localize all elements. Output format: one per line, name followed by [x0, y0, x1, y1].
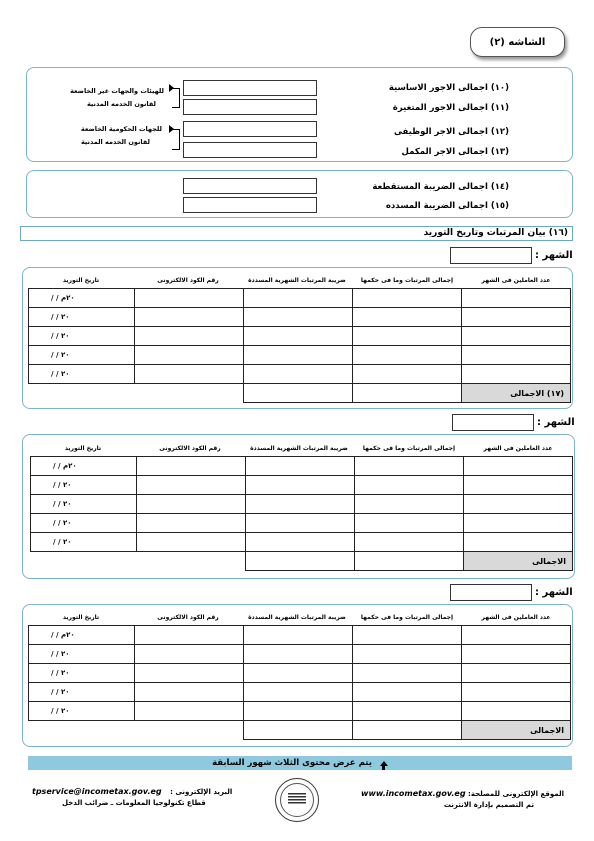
table-row: [29, 327, 571, 346]
employees-cell[interactable]: [464, 533, 573, 552]
date-cell[interactable]: / / ٢٠: [29, 308, 135, 327]
employees-cell[interactable]: [464, 476, 573, 495]
month-label: الشهر :: [535, 250, 573, 261]
total-label: (١٧) الاجمالى: [462, 384, 571, 403]
salary-table: [28, 288, 571, 403]
tax-cell[interactable]: [244, 683, 353, 702]
ecode-cell[interactable]: [135, 626, 244, 645]
salaries-cell[interactable]: [353, 626, 462, 645]
salary-table: [30, 456, 573, 571]
date-cell[interactable]: / / ٢٠: [31, 533, 137, 552]
salaries-cell[interactable]: [353, 327, 462, 346]
wage-complement-label: (١٣) اجمالى الاجر المكمل: [401, 147, 509, 157]
table-row: [29, 664, 571, 683]
employees-cell[interactable]: [462, 327, 571, 346]
month-input[interactable]: [450, 247, 532, 264]
table-row: [29, 645, 571, 664]
blank-cell: [137, 552, 246, 571]
date-cell[interactable]: / / ٢٠م: [31, 457, 137, 476]
ecode-cell[interactable]: [137, 457, 246, 476]
blank-cell: [135, 721, 244, 740]
col-employees-header: عدد العاملين فى الشهر: [481, 277, 551, 284]
table-row: [29, 626, 571, 645]
employees-cell[interactable]: [462, 683, 571, 702]
salaries-cell[interactable]: [355, 457, 464, 476]
ecode-cell[interactable]: [135, 365, 244, 384]
total-row: [29, 721, 571, 740]
footer-email-label: البريد الإلكترونى :: [170, 788, 233, 796]
month-label: الشهر :: [535, 587, 573, 598]
ecode-cell[interactable]: [135, 645, 244, 664]
salaries-cell[interactable]: [353, 702, 462, 721]
salaries-cell[interactable]: [353, 365, 462, 384]
total-tax-cell[interactable]: [244, 384, 353, 403]
employees-cell[interactable]: [464, 457, 573, 476]
note-civil-line2: لقانون الخدمه المدنية: [80, 138, 150, 146]
screen-tab: [470, 27, 565, 57]
arrow-icon: [169, 84, 174, 92]
tax-authority-seal: [275, 778, 319, 822]
tax-cell[interactable]: [244, 308, 353, 327]
date-cell[interactable]: / / ٢٠: [29, 365, 135, 384]
table-row: [29, 289, 571, 308]
month-input[interactable]: [450, 584, 532, 601]
salaries-cell[interactable]: [355, 533, 464, 552]
salaries-cell[interactable]: [353, 664, 462, 683]
note-non-civil-line1: للهيئات والجهات غير الخاضعة: [70, 87, 164, 95]
salaries-cell[interactable]: [353, 645, 462, 664]
tax-cell[interactable]: [246, 457, 355, 476]
col-employees-header: عدد العاملين فى الشهر: [483, 445, 553, 452]
total-label: الاجمالى: [464, 552, 573, 571]
date-cell[interactable]: / / ٢٠: [29, 327, 135, 346]
wage-basic-input[interactable]: [183, 80, 317, 96]
tax-cell[interactable]: [244, 702, 353, 721]
col-date-header: تاريخ التوريد: [64, 445, 102, 452]
date-cell[interactable]: / / ٢٠: [29, 346, 135, 365]
salaries-cell[interactable]: [353, 346, 462, 365]
tax-cell[interactable]: [244, 289, 353, 308]
ecode-cell[interactable]: [135, 327, 244, 346]
col-salaries-header: إجمالى المرتبات وما فى حكمها: [360, 614, 454, 621]
tax-cell[interactable]: [244, 346, 353, 365]
salaries-cell[interactable]: [353, 308, 462, 327]
employees-cell[interactable]: [462, 365, 571, 384]
col-tax-header: ضريبة المرتبات الشهرية المسددة: [248, 277, 346, 284]
footer-designed-by: تم التصميم بإدارة الانترنت: [443, 801, 534, 809]
wage-job-label: (١٢) اجمالى الاجر الوظيفى: [393, 127, 509, 137]
salaries-cell[interactable]: [355, 495, 464, 514]
table-row: [31, 514, 573, 533]
tax-cell[interactable]: [244, 645, 353, 664]
footer-website-label: الموقع الإلكترونى للمصلحة:: [468, 790, 564, 798]
ecode-cell[interactable]: [135, 683, 244, 702]
total-tax-cell[interactable]: [244, 721, 353, 740]
table-row: [31, 495, 573, 514]
ecode-cell[interactable]: [137, 495, 246, 514]
arrow-up-icon: [380, 761, 388, 766]
col-tax-header: ضريبة المرتبات الشهرية المسددة: [250, 445, 348, 452]
total-row: [31, 552, 573, 571]
note-non-civil-line2: لقانون الخدمه المدنية: [86, 100, 156, 108]
col-salaries-header: إجمالى المرتبات وما فى حكمها: [360, 277, 454, 284]
date-cell[interactable]: / / ٢٠: [29, 664, 135, 683]
employees-cell[interactable]: [462, 664, 571, 683]
tax-cell[interactable]: [246, 495, 355, 514]
arrow-icon: [169, 125, 174, 133]
table-row: [29, 308, 571, 327]
ecode-cell[interactable]: [137, 476, 246, 495]
wage-complement-input[interactable]: [183, 142, 317, 158]
screen-tab-label: الشاشه (٢): [489, 36, 546, 48]
col-salaries-header: إجمالى المرتبات وما فى حكمها: [362, 445, 456, 452]
employees-cell[interactable]: [462, 645, 571, 664]
ecode-cell[interactable]: [137, 514, 246, 533]
date-cell[interactable]: / / ٢٠: [29, 645, 135, 664]
table-row: [31, 533, 573, 552]
note-civil-line1: للجهات الحكومية الخاضعة: [80, 125, 162, 133]
table-row: [29, 683, 571, 702]
month-input[interactable]: [452, 414, 534, 431]
ecode-cell[interactable]: [135, 289, 244, 308]
total-salaries-cell[interactable]: [353, 384, 462, 403]
date-cell[interactable]: / / ٢٠م: [29, 626, 135, 645]
ecode-cell[interactable]: [135, 346, 244, 365]
section-16-title: (١٦) بيان المرتبات وتاريخ التوريد: [20, 226, 573, 241]
tax-cell[interactable]: [244, 664, 353, 683]
footer-email-link[interactable]: tpservice@incometax.gov.eg: [32, 787, 162, 796]
ecode-cell[interactable]: [137, 533, 246, 552]
wage-basic-label: (١٠) اجمالى الاجور الاساسية: [388, 83, 509, 93]
total-salaries-cell[interactable]: [353, 721, 462, 740]
date-cell[interactable]: / / ٢٠م: [29, 289, 135, 308]
date-cell[interactable]: / / ٢٠: [31, 476, 137, 495]
footer-sector: قطاع تكنولوجيا المعلومات ـ ضرائب الدخل: [62, 799, 206, 807]
col-ecode-header: رقم الكود الالكترونى: [159, 445, 221, 452]
ecode-cell[interactable]: [135, 702, 244, 721]
col-employees-header: عدد العاملين فى الشهر: [481, 614, 551, 621]
date-cell[interactable]: / / ٢٠: [31, 495, 137, 514]
employees-cell[interactable]: [464, 514, 573, 533]
employees-cell[interactable]: [462, 308, 571, 327]
tax-deducted-input[interactable]: [183, 178, 317, 194]
month-label: الشهر :: [537, 417, 575, 428]
previous-months-label: يتم عرض محتوى الثلاث شهور السابقة: [212, 758, 372, 768]
col-date-header: تاريخ التوريد: [62, 614, 100, 621]
salaries-cell[interactable]: [355, 514, 464, 533]
tax-cell[interactable]: [244, 327, 353, 346]
date-cell[interactable]: / / ٢٠: [31, 514, 137, 533]
tax-cell[interactable]: [244, 626, 353, 645]
table-row: [31, 457, 573, 476]
blank-cell: [29, 721, 135, 740]
table-row: [31, 476, 573, 495]
employees-cell[interactable]: [464, 495, 573, 514]
tax-cell[interactable]: [246, 533, 355, 552]
col-ecode-header: رقم الكود الالكترونى: [157, 614, 219, 621]
salaries-cell[interactable]: [355, 476, 464, 495]
col-date-header: تاريخ التوريد: [62, 277, 100, 284]
tax-cell[interactable]: [246, 514, 355, 533]
date-cell[interactable]: / / ٢٠: [29, 702, 135, 721]
footer-email-line: [32, 787, 232, 796]
previous-months-bar[interactable]: [28, 756, 572, 770]
total-row: [29, 384, 571, 403]
table-row: [29, 365, 571, 384]
tax-deducted-label: (١٤) اجمالى الضريبة المستقطعة: [372, 182, 509, 192]
date-cell[interactable]: / / ٢٠: [29, 683, 135, 702]
total-salaries-cell[interactable]: [355, 552, 464, 571]
footer-website-link[interactable]: www.incometax.gov.eg: [361, 789, 466, 798]
wage-job-input[interactable]: [183, 121, 317, 137]
blank-cell: [29, 384, 135, 403]
col-tax-header: ضريبة المرتبات الشهرية المسددة: [248, 614, 346, 621]
blank-cell: [135, 384, 244, 403]
tax-paid-input[interactable]: [183, 197, 317, 213]
table-row: [29, 346, 571, 365]
total-label: الاجمالى: [462, 721, 571, 740]
table-row: [29, 702, 571, 721]
ecode-cell[interactable]: [135, 664, 244, 683]
blank-cell: [31, 552, 137, 571]
tax-cell[interactable]: [244, 365, 353, 384]
employees-cell[interactable]: [462, 346, 571, 365]
ecode-cell[interactable]: [135, 308, 244, 327]
employees-cell[interactable]: [462, 702, 571, 721]
salary-table: [28, 625, 571, 740]
wage-variable-label: (١١) اجمالى الاجور المتغيرة: [392, 103, 509, 113]
tax-cell[interactable]: [246, 476, 355, 495]
total-tax-cell[interactable]: [246, 552, 355, 571]
wage-variable-input[interactable]: [183, 99, 317, 115]
col-ecode-header: رقم الكود الالكترونى: [157, 277, 219, 284]
employees-cell[interactable]: [462, 289, 571, 308]
tax-paid-label: (١٥) اجمالى الضريبة المسدده: [385, 201, 509, 211]
salaries-cell[interactable]: [353, 289, 462, 308]
footer-website-line: [361, 789, 564, 798]
employees-cell[interactable]: [462, 626, 571, 645]
salaries-cell[interactable]: [353, 683, 462, 702]
